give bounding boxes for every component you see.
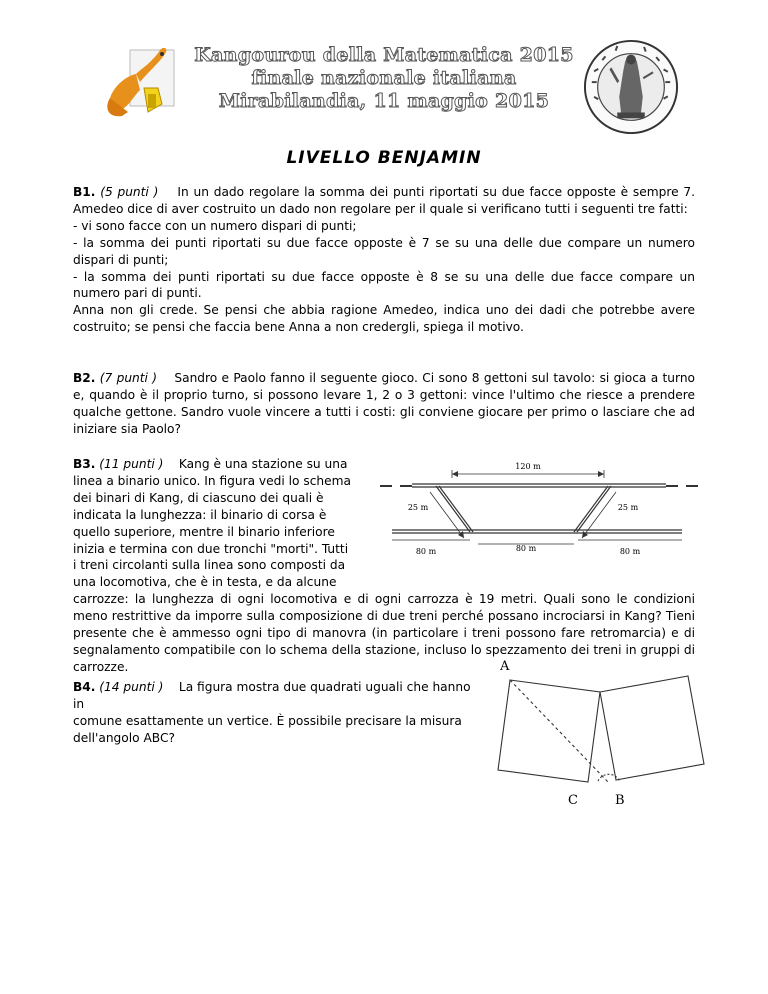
header-date-place: Mirabilandia, 11 maggio 2015 (218, 90, 550, 112)
problem-text: una locomotiva, che è in testa, e da alcune (73, 575, 337, 590)
problem-number: B2. (73, 371, 96, 385)
level-title: LIVELLO BENJAMIN (286, 148, 482, 168)
bottom-mid-label: 80 m (515, 544, 537, 553)
top-length-label: 120 m (515, 462, 541, 471)
condition-item: - la somma dei punti riportati su due facce opposte è 8 se su una delle due facce compare un numero pari di punti. (73, 269, 695, 301)
left-square (498, 680, 600, 782)
problem-number: B4. (73, 680, 96, 694)
problem-text: inizia e termina con due tronchi "morti". Tutti (73, 541, 349, 556)
competition-header (190, 44, 578, 113)
problem-points: (14 punti ) (99, 680, 164, 694)
dashed-segment (510, 680, 608, 782)
bottom-right-label: 80 m (619, 547, 641, 556)
problem-question: Anna non gli crede. Se pensi che abbia ragione Amedeo, indica uno dei dadi che potrebbe avere costruito; se pensi che faccia bene Anna a non credergli, spiega il motivo. (73, 303, 695, 335)
left-diagonal-label: 25 m (407, 503, 429, 512)
station-track-diagram (378, 458, 700, 560)
problem-text: indicata la lunghezza: il binario di corsa è (73, 507, 327, 522)
point-c-label: C (568, 793, 578, 808)
problem-text: carrozze: la lunghezza di ogni locomotiva e di ogni carrozza è 19 metri. Quali sono le condizioni meno restrittive da imporre sulla composizione di due treni perché possano incrociarsi in Kang? Tieni presente che è ammesso ogni tipo di manovra (in particolare i treni possono fare retromarcia) e di segnalamento compatibile con lo schema della stazione, incluso lo spezzamento dei treni in gruppi di carrozze. (73, 592, 695, 674)
condition-item: - la somma dei punti riportati su due facce opposte è 7 se su una delle due compare un numero dispari di punti; (73, 235, 695, 267)
header-title: Kangourou della Matematica 2015 (194, 44, 574, 66)
problem-points: (7 punti ) (99, 371, 158, 385)
problem-points: (11 punti ) (99, 457, 164, 471)
problem-text: In un dado regolare la somma dei punti riportati su due facce opposte è sempre 7. Amedeo dice di aver costruito un dado non regolare per il quale si verificano tutti i seguenti tre fatti: (73, 185, 696, 216)
problem-number: B3. (73, 457, 96, 471)
two-squares-figure (488, 654, 706, 834)
problem-text: Kang è una stazione su una (178, 457, 348, 471)
problem-b3-intro (73, 456, 373, 591)
problem-b1 (73, 184, 695, 336)
header-subtitle: finale nazionale italiana (251, 67, 517, 89)
problem-text: comune esattamente un vertice. È possibile precisare la misura (73, 713, 462, 728)
problem-points: (5 punti ) (100, 185, 159, 199)
problem-text: Sandro e Paolo fanno il seguente gioco. Ci sono 8 gettoni sul tavolo: si gioca a turno e, quando è il proprio turno, si possono levare 1, 2 o 3 gettoni: vince l'ultimo che riesce a prendere qualche gettone. Sandro vuole vincere a tutti i costi: gli conviene giocare per primo o lasciare che ad iniziare sia Paolo? (73, 371, 695, 436)
problem-number: B1. (73, 185, 96, 199)
problem-b4 (73, 679, 483, 747)
point-a-label: A (500, 659, 510, 674)
condition-item: - vi sono facce con un numero dispari di punti; (73, 218, 357, 233)
problem-b2 (73, 370, 695, 438)
problem-text: quello superiore, mentre il binario inferiore (73, 524, 335, 539)
right-diagonal-label: 25 m (617, 503, 639, 512)
university-seal-logo (582, 38, 680, 136)
problem-text: La figura mostra due quadrati uguali che hanno in (73, 680, 471, 711)
problem-text: dei binari di Kang, di ciascuno dei quali è (73, 490, 324, 505)
problem-text: dell'angolo ABC? (73, 730, 175, 745)
problem-text: linea a binario unico. In figura vedi lo schema (73, 473, 351, 488)
bottom-left-label: 80 m (415, 547, 437, 556)
point-b-label: B (615, 793, 625, 808)
right-square (600, 676, 704, 780)
kangaroo-logo (100, 42, 180, 122)
problem-text: i treni circolanti sulla linea sono composti da (73, 558, 346, 573)
